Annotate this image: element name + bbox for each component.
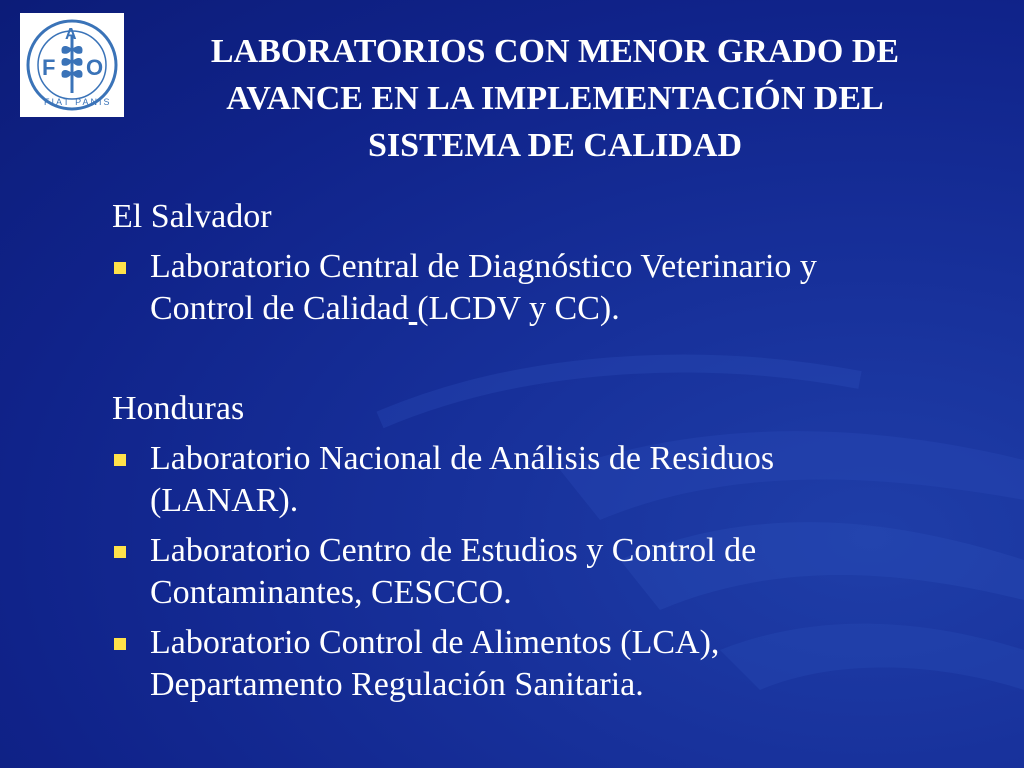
item-line: Laboratorio Nacional de Análisis de Residuos bbox=[150, 440, 775, 477]
list-item bbox=[112, 530, 992, 614]
slide-title bbox=[140, 28, 970, 169]
title-line-2: AVANCE EN LA IMPLEMENTACIÓN DEL bbox=[226, 80, 884, 117]
item-line: (LANAR). bbox=[150, 482, 299, 519]
bullet-icon bbox=[114, 454, 126, 466]
logo-letter-o: O bbox=[86, 55, 104, 80]
item-line: Contaminantes, CESCCO. bbox=[150, 574, 512, 611]
logo-letter-f: F bbox=[42, 55, 56, 80]
bullet-icon bbox=[114, 546, 126, 558]
item-line: Laboratorio Central de Diagnóstico Veterinario y bbox=[150, 248, 817, 285]
fao-emblem-icon bbox=[20, 13, 124, 117]
list-item bbox=[112, 246, 992, 330]
section-el-salvador bbox=[112, 196, 992, 330]
item-line bbox=[150, 288, 992, 330]
item-line: Laboratorio Control de Alimentos (LCA), bbox=[150, 624, 720, 661]
fao-logo bbox=[20, 13, 124, 117]
section-honduras bbox=[112, 388, 992, 706]
section-heading: El Salvador bbox=[112, 198, 272, 235]
bullet-icon bbox=[114, 638, 126, 650]
logo-motto: FIAT PANIS bbox=[44, 97, 112, 107]
list-item bbox=[112, 438, 992, 522]
logo-letter-a: A bbox=[65, 26, 77, 43]
item-text: (LCDV y CC). bbox=[417, 290, 620, 327]
bullet-icon bbox=[114, 262, 126, 274]
item-line: Departamento Regulación Sanitaria. bbox=[150, 666, 644, 703]
item-text: Control de Calidad bbox=[150, 290, 409, 327]
section-heading: Honduras bbox=[112, 390, 245, 427]
title-line-3: SISTEMA DE CALIDAD bbox=[367, 127, 743, 164]
list-item bbox=[112, 622, 992, 706]
slide-body bbox=[112, 196, 992, 706]
title-line-1: LABORATORIOS CON MENOR GRADO DE bbox=[210, 33, 900, 70]
item-text-underlined bbox=[409, 290, 418, 327]
item-line: Laboratorio Centro de Estudios y Control de bbox=[150, 532, 757, 569]
